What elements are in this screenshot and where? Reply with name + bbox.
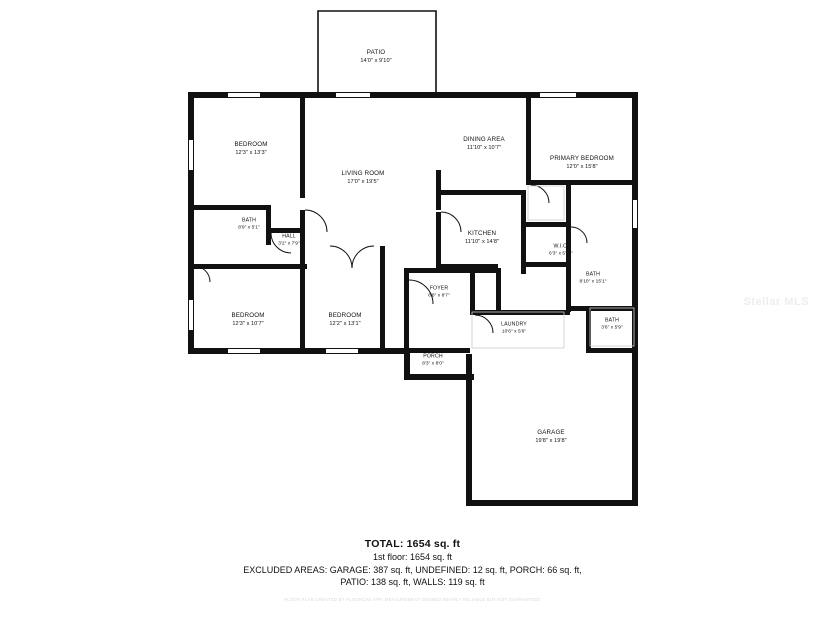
excluded-line-2: PATIO: 138 sq. ft, WALLS: 119 sq. ft [340, 577, 485, 588]
disclaimer-text: FLOOR PLAN CREATED BY FLOORCAD APP. MEASUREMENT DEEMED NEARLY RELIABLE BUT NOT GUARANTEED [284, 597, 541, 602]
room-dims-wic: 6'3" x 5'11" [549, 250, 573, 256]
excluded-line-1: EXCLUDED AREAS: GARAGE: 387 sq. ft, UNDEFINED: 12 sq. ft, PORCH: 66 sq. ft, [243, 565, 582, 575]
room-dims-foyer: 6'8" x 8'7" [428, 292, 450, 298]
room-dims-primary: 12'0" x 15'8" [566, 163, 598, 170]
room-dims-kitchen: 11'10" x 14'8" [464, 238, 500, 245]
room-name-foyer: FOYER [429, 285, 449, 292]
room-name-hall: HALL [282, 233, 296, 240]
room-dims-patio: 14'0" x 9'10" [360, 57, 392, 64]
room-dims-bedroom3: 12'2" x 13'1" [329, 320, 361, 327]
room-dims-bedroom2: 12'3" x 10'7" [232, 320, 264, 327]
area-summary [0, 538, 825, 588]
room-name-bath3: BATH [604, 317, 620, 324]
room-dims-bath1: 8'9" x 5'1" [238, 224, 260, 230]
room-name-laundry: LAUNDRY [501, 321, 527, 328]
room-dims-bath3: 3'6" x 5'9" [601, 324, 623, 330]
interior-walls [194, 98, 638, 354]
room-name-primary: PRIMARY BEDROOM [550, 155, 614, 163]
room-dims-porch: 8'3" x 8'0" [422, 360, 444, 366]
room-dims-laundry: 10'6" x 5'6" [501, 328, 527, 334]
room-name-living-room: LIVING ROOM [341, 170, 385, 178]
total-area: TOTAL: 1654 sq. ft [364, 538, 461, 550]
excluded-areas [0, 564, 825, 588]
room-name-bath2: BATH [585, 271, 601, 278]
room-name-kitchen: KITCHEN [467, 230, 497, 238]
room-dims-bath2: 8'10" x 15'1" [579, 278, 607, 284]
room-name-patio: PATIO [366, 49, 386, 57]
room-dims-living-room: 17'0" x 19'5" [347, 178, 379, 185]
patio-outline [318, 11, 436, 95]
room-name-bath1: BATH [241, 217, 257, 224]
room-name-wic: W.I.C. [553, 243, 569, 250]
room-name-bedroom3: BEDROOM [328, 312, 362, 320]
room-name-dining-area: DINING AREA [463, 136, 505, 144]
room-dims-hall: 3'2" x 7'9" [278, 240, 300, 246]
room-name-bedroom1: BEDROOM [234, 141, 268, 149]
room-dims-bedroom1: 12'3" x 13'3" [235, 149, 267, 156]
room-dims-garage: 19'8" x 19'8" [535, 437, 567, 444]
room-name-porch: PORCH [423, 353, 443, 360]
room-name-bedroom2: BEDROOM [231, 312, 265, 320]
room-dims-dining-area: 11'10" x 10'7" [466, 144, 502, 151]
room-name-garage: GARAGE [537, 429, 565, 437]
walls-group [188, 11, 638, 506]
watermark-logo: Stellar MLS [743, 296, 809, 308]
first-floor-area: 1st floor: 1654 sq. ft [372, 552, 453, 562]
